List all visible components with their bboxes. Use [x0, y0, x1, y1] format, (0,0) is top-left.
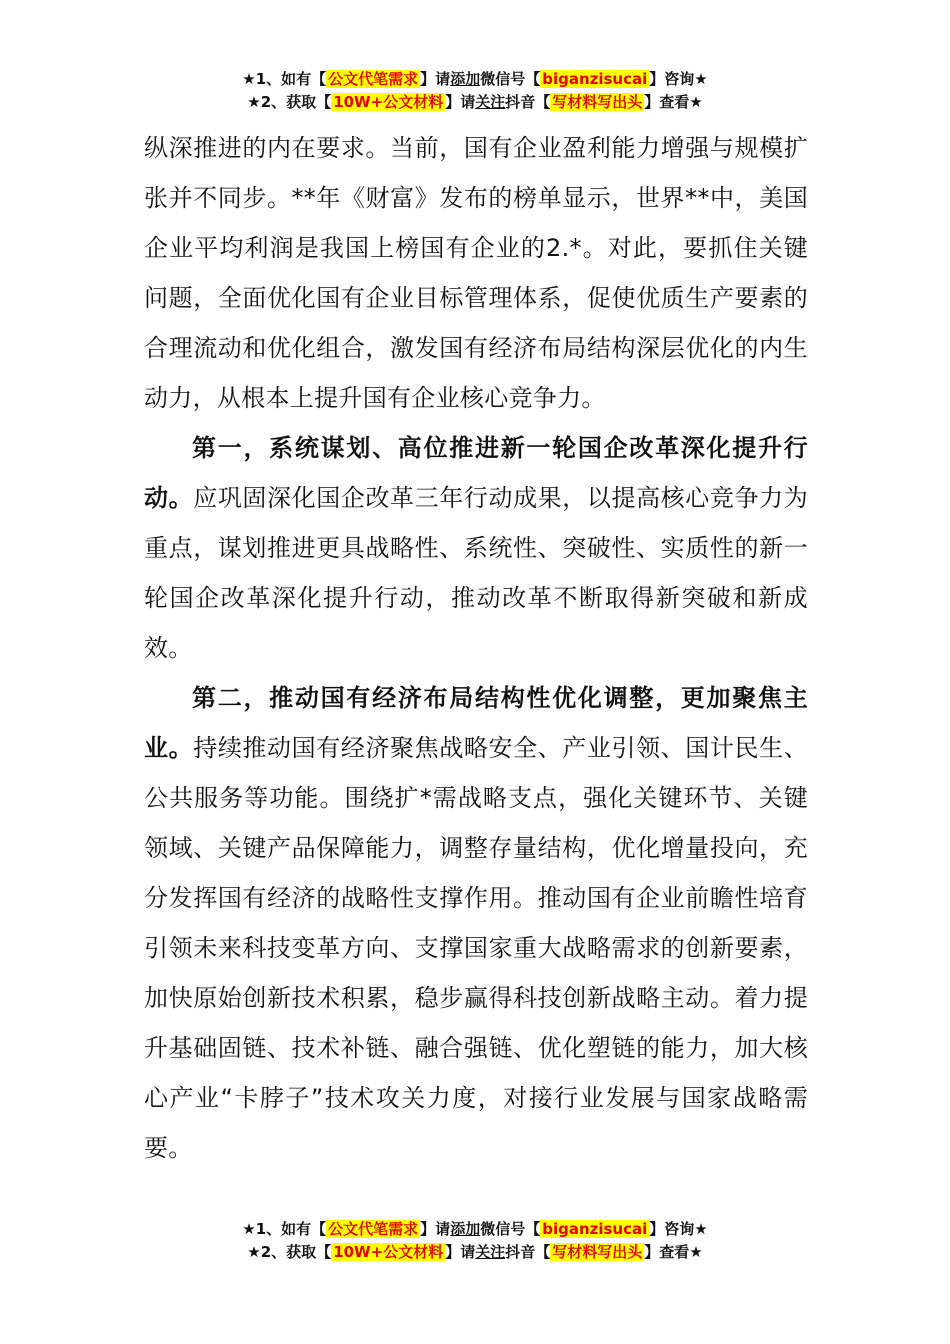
- highlight-service: 公文代笔需求: [328, 70, 419, 88]
- document-body: [144, 123, 808, 1173]
- highlight-wechat-id: biganzisucai: [542, 1220, 648, 1238]
- highlight-douyin-account: 写材料写出头: [552, 1243, 643, 1261]
- paragraph-3-body: 持续推动国有经济聚焦战略安全、产业引领、国计民生、公共服务等功能。围绕扩*需战略支点，强化关键环节、关键领域、关键产品保障能力，调整存量结构，优化增量投向，充分发挥国有经济的战略性支撑作用。推动国有企业前瞻性培育引领未来科技变革方向、支撑国家重大战略需求的创新要素，加快原始创新技术积累，稳步赢得科技创新战略主动。着力提升基础固链、技术补链、融合强链、优化塑链的能力，加大核心产业“卡脖子”技术攻关力度，对接行业发展与国家战略需要。: [144, 734, 809, 1162]
- highlight-materials: 10W+公文材料: [333, 93, 444, 111]
- highlight-wechat-id: biganzisucai: [542, 70, 648, 88]
- footer-banner: [0, 1218, 950, 1264]
- paragraph-2-heading: 第一，系统谋划、高位推进新一轮国企改革深化提升行动。: [144, 434, 808, 512]
- paragraph-1: 纵深推进的内在要求。当前，国有企业盈利能力增强与规模扩张并不同步。**年《财富》发布的榜单显示，世界**中，美国企业平均利润是我国上榜国有企业的2.*。对此，要抓住关键问题，全面优化国有企业目标管理体系，促使优质生产要素的合理流动和优化组合，激发国有经济布局结构深层优化的内生动力，从根本上提升国有企业核心竞争力。: [144, 134, 808, 412]
- highlight-douyin-account: 写材料写出头: [552, 93, 643, 111]
- paragraph-2: [144, 423, 808, 673]
- paragraph-3: [144, 673, 808, 1173]
- paragraph-2-body: 应巩固深化国企改革三年行动成果，以提高核心竞争力为重点，谋划推进更具战略性、系统性、突破性、实质性的新一轮国企改革深化提升行动，推动改革不断取得新突破和新成效。: [144, 484, 809, 662]
- paragraph-3-heading: 第二，推动国有经济布局结构性优化调整，更加聚焦主业。: [144, 684, 808, 762]
- banner-line-2: ★2、获取【 10W+公文材料 】请关注抖音【 写材料写出头 】查看★: [247, 1243, 703, 1261]
- banner-line-2: ★2、获取【 10W+公文材料 】请关注抖音【 写材料写出头 】查看★: [247, 93, 703, 111]
- highlight-service: 公文代笔需求: [328, 1220, 419, 1238]
- banner-line-1: ★1、如有【 公文代笔需求 】请添加微信号【 biganzisucai 】咨询★: [242, 70, 708, 88]
- highlight-materials: 10W+公文材料: [333, 1243, 444, 1261]
- banner-line-1: ★1、如有【 公文代笔需求 】请添加微信号【 biganzisucai 】咨询★: [242, 1220, 708, 1238]
- header-banner: [0, 68, 950, 114]
